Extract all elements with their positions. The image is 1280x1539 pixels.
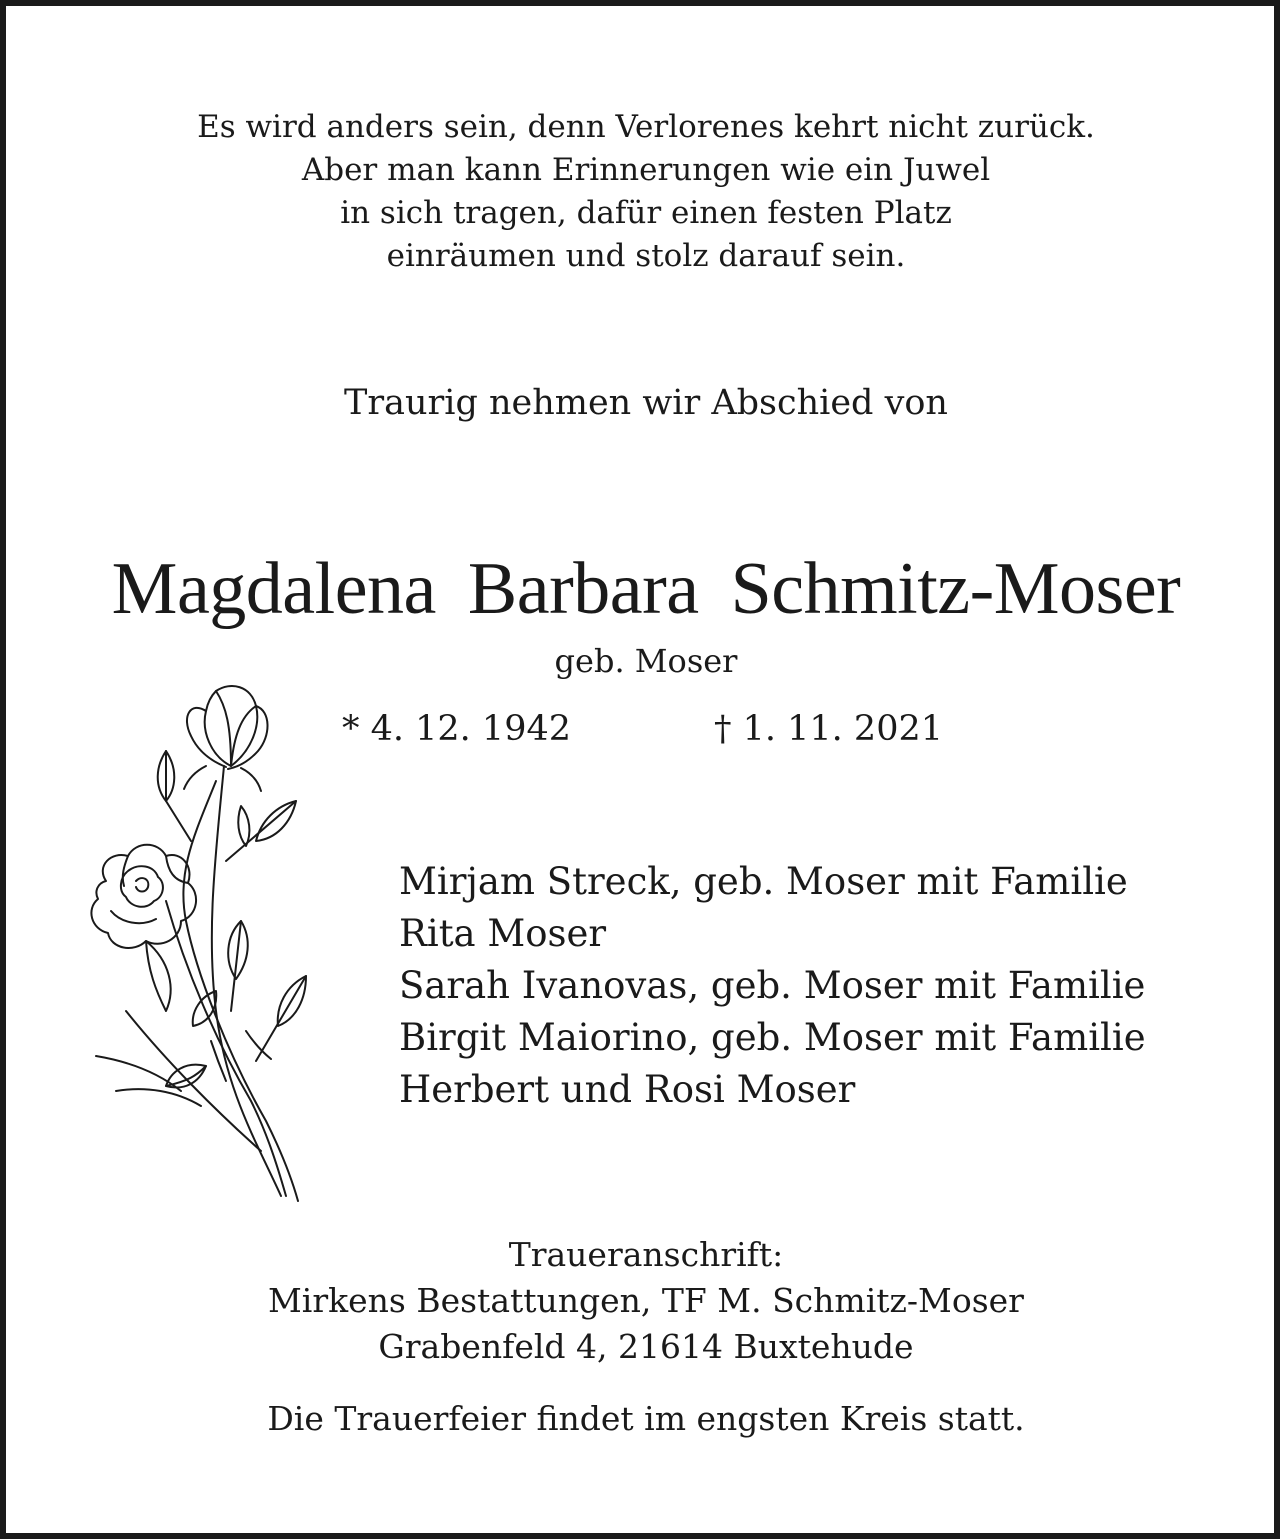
address-label: Traueranschrift: (508, 1235, 784, 1274)
birth-date: * 4. 12. 1942 (342, 709, 572, 749)
address-line: Mirkens Bestattungen, TF M. Schmitz-Moser (268, 1281, 1024, 1320)
poem-line: einräumen und stolz darauf sein. (386, 238, 906, 274)
service-note: Die Trauerfeier findet im engsten Kreis statt. (267, 1399, 1025, 1438)
mourner-item: Birgit Maiorino, geb. Moser mit Familie (399, 1016, 1146, 1059)
poem-line: Aber man kann Erinnerungen wie ein Juwel (301, 152, 991, 188)
maiden-name: geb. Moser (554, 642, 738, 680)
mourner-item: Rita Moser (399, 912, 607, 955)
mourner-item: Mirjam Streck, geb. Moser mit Familie (399, 860, 1128, 903)
farewell-intro: Traurig nehmen wir Abschied von (344, 383, 948, 423)
mourning-address (6, 1232, 1280, 1370)
deceased-name: Magdalena Barbara Schmitz-Moser (111, 548, 1181, 630)
mourner-item: Herbert und Rosi Moser (399, 1068, 856, 1111)
address-line: Grabenfeld 4, 21614 Buxtehude (378, 1327, 914, 1366)
poem (6, 106, 1280, 278)
rose-illustration-icon (66, 671, 326, 1211)
mourners-list (399, 856, 1146, 1116)
poem-line: Es wird anders sein, denn Verlorenes kehrt nicht zurück. (197, 109, 1095, 145)
mourner-item: Sarah Ivanovas, geb. Moser mit Familie (399, 964, 1146, 1007)
poem-line: in sich tragen, dafür einen festen Platz (340, 195, 952, 231)
death-date: † 1. 11. 2021 (714, 709, 944, 749)
